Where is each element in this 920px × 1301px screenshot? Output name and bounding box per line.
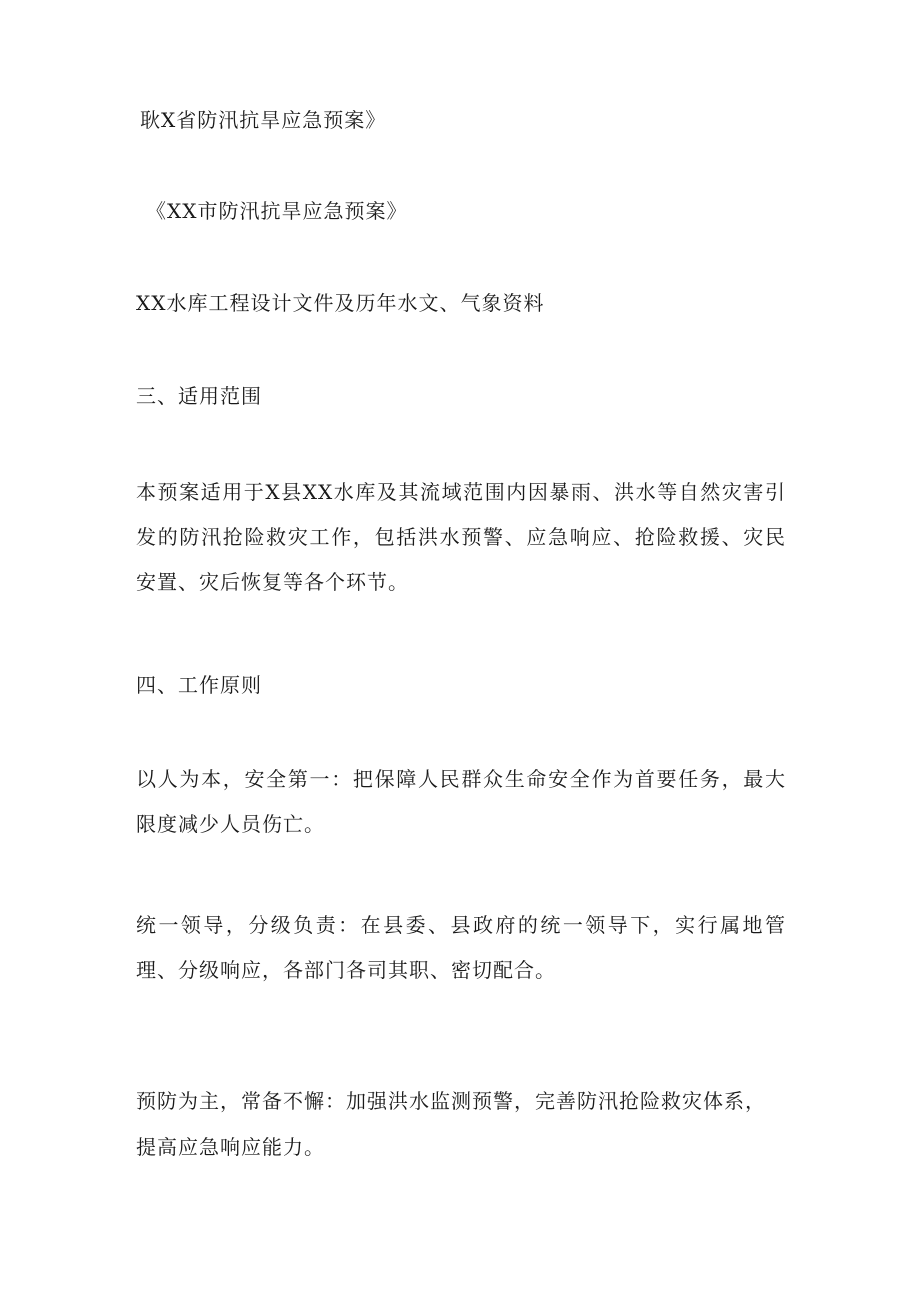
principle-people-first: 以人为本，安全第一：把保障人民群众生命安全作为首要任务，最大限度减少人员伤亡。 (136, 767, 786, 836)
section-3-heading: 三、适用范围 (136, 384, 262, 408)
section-4-heading: 四、工作原则 (136, 673, 262, 697)
reference-reservoir-data: XX水库工程设计文件及历年水文、气象资料 (136, 291, 545, 315)
section-3-body: 本预案适用于X县XX水库及其流域范围内因暴雨、洪水等自然灾害引发的防汛抢险救灾工作，包括洪水预警、应急响应、抢险救援、灾民安置、灾后恢复等各个环节。 (136, 480, 786, 594)
reference-provincial-plan: 耿X省防汛抗旱应急预案》 (140, 108, 387, 132)
reference-city-plan: 《XX市防汛抗旱应急预案》 (146, 199, 408, 223)
principle-prevention-line2: 提高应急响应能力。 (136, 1135, 325, 1159)
principle-unified-leadership: 统一领导，分级负责：在县委、县政府的统一领导下，实行属地管理、分级响应，各部门各司其职、密切配合。 (136, 913, 786, 982)
principle-prevention-line1: 预防为主，常备不懈：加强洪水监测预警，完善防汛抢险救灾体系， (136, 1089, 766, 1113)
